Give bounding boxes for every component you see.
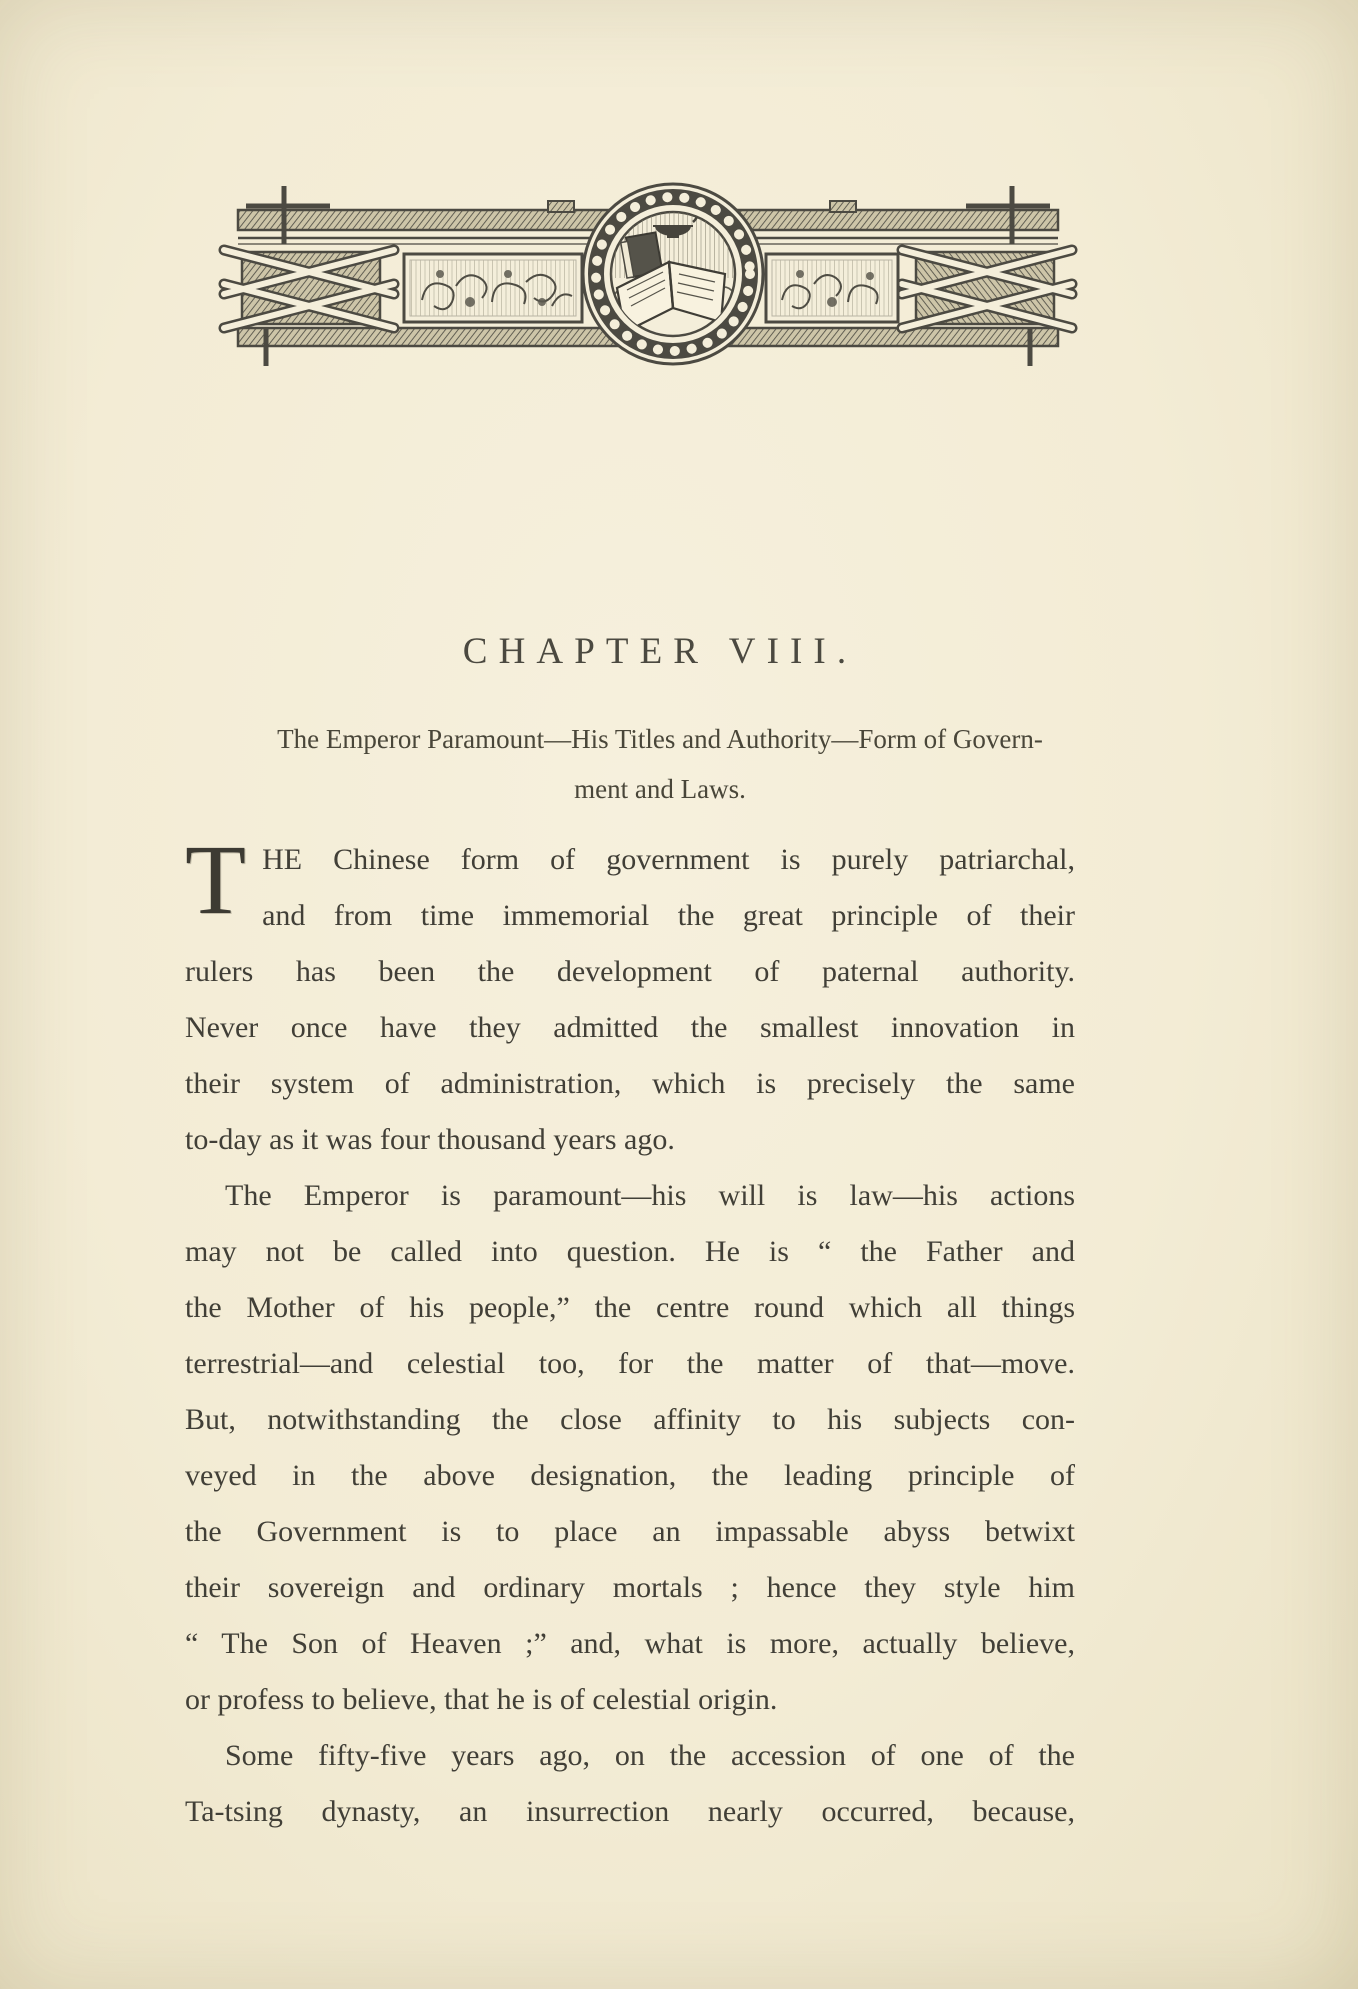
text-line: the Mother of his people,” the centre round which all things <box>185 1291 1075 1324</box>
book-medallion <box>583 184 763 364</box>
text-line: the Government is to place an impassable abyss betwixt <box>185 1515 1075 1548</box>
chapter-subtitle-line2: ment and Laws. <box>574 774 746 804</box>
text-line: rulers has been the development of paternal authority. <box>185 955 1075 988</box>
paragraph-1 <box>185 824 1075 1168</box>
text-line: their sovereign and ordinary mortals ; hence they style him <box>185 1571 1075 1604</box>
text-line: But, notwithstanding the close affinity to his subjects con- <box>185 1403 1075 1436</box>
text-line: to-day as it was four thousand years ago. <box>185 1123 675 1156</box>
text-line: Ta-tsing dynasty, an insurrection nearly occurred, because, <box>185 1795 1075 1828</box>
text-line: Never once have they admitted the smallest innovation in <box>185 1011 1075 1044</box>
text-line: Some fifty-five years ago, on the accession of one of the <box>225 1739 1075 1772</box>
chapter-subtitle <box>195 714 1125 814</box>
text-line: may not be called into question. He is “ the Father and <box>185 1235 1075 1268</box>
drop-cap: T <box>185 824 247 935</box>
lattice-left <box>224 250 394 328</box>
text-line: The Emperor is paramount—his will is law—his actions <box>225 1179 1075 1212</box>
chapter-subtitle-line1: The Emperor Paramount—His Titles and Authority—Form of Govern- <box>277 724 1043 754</box>
text-line: and from time immemorial the great principle of their <box>262 899 1075 932</box>
text-line: HE Chinese form of government is purely patriarchal, <box>262 843 1075 876</box>
text-line: “ The Son of Heaven ;” and, what is more, actually believe, <box>185 1627 1075 1660</box>
foliage-panel-left <box>404 254 582 322</box>
body-text <box>185 824 1075 1840</box>
foliage-panel-right <box>766 254 898 322</box>
lattice-right <box>902 250 1072 328</box>
text-line: veyed in the above designation, the leading principle of <box>185 1459 1075 1492</box>
text-line: their system of administration, which is precisely the same <box>185 1067 1075 1100</box>
text-line: terrestrial—and celestial too, for the matter of that—move. <box>185 1347 1075 1380</box>
text-line: or profess to believe, that he is of celestial origin. <box>185 1683 778 1716</box>
paragraph-3 <box>185 1728 1075 1840</box>
paragraph-2 <box>185 1168 1075 1728</box>
chapter-heading: CHAPTER VIII. <box>462 631 858 672</box>
header-ornament-image <box>208 178 1088 378</box>
header-ornament <box>208 178 1088 378</box>
